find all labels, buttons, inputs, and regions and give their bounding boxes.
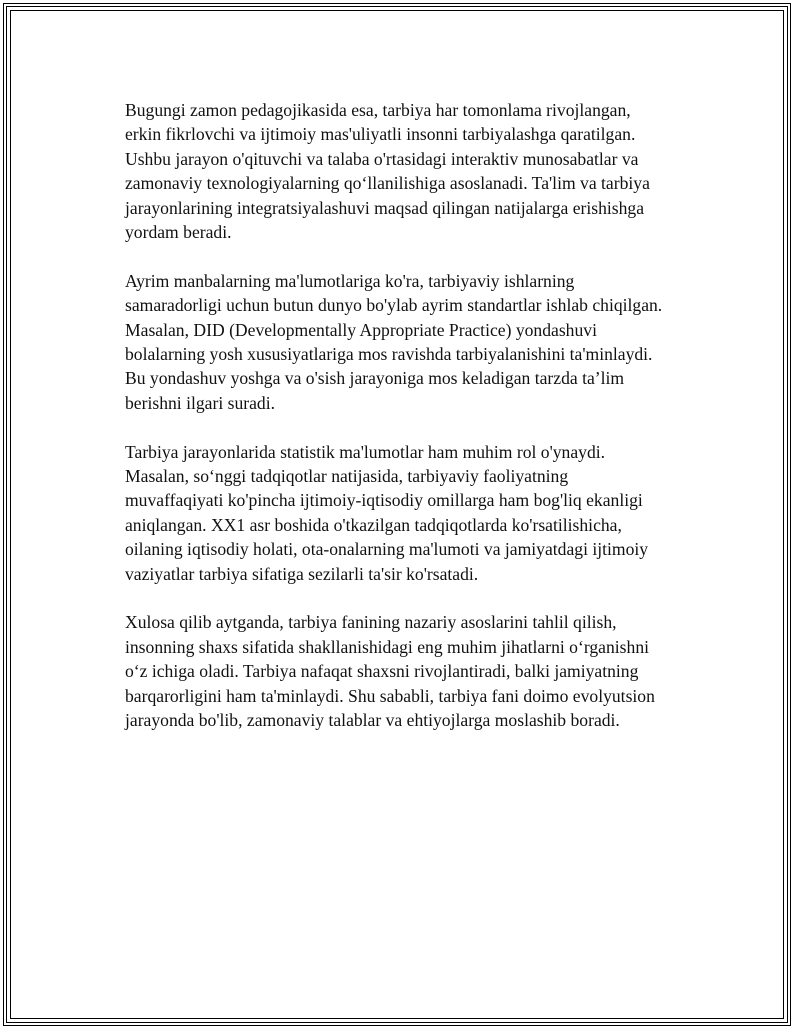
document-body: [125, 98, 705, 757]
page-frame: [3, 3, 791, 1026]
paragraph-3: Tarbiya jarayonlarida statistik ma'lumotlar ham muhim rol o'ynaydi. Masalan, so‘nggi tadqiqotlar natijasida, tarbiyaviy faoliyatning muvaffaqiyati ko'pincha ijtimoiy-iqtisodiy omillarga ham bog'liq ekanligi aniqlangan. XX1 asr boshida o'tkazilgan tadqiqotlarda ko'rsatilishicha, oilaning iqtisodiy holati, ota-onalarning ma'lumoti va jamiyatdagi ijtimoiy vaziyatlar tarbiya sifatiga sezilarli ta'sir ko'rsatadi.: [125, 441, 649, 584]
paragraph-1: Bugungi zamon pedagojikasida esa, tarbiya har tomonlama rivojlangan, erkin fikrlovchi va ijtimoiy mas'uliyatli insonni tarbiyalashga qaratilgan. Ushbu jarayon o'qituvchi va talaba o'rtasidagi interaktiv munosabatlar va zamonaviy texnologiyalarning qo‘llanilishiga asoslanadi. Ta'lim va tarbiya jarayonlarining integratsiyalashuvi maqsad qilingan natijalarga erishishga yordam beradi.: [125, 100, 650, 243]
paragraph-2: Ayrim manbalarning ma'lumotlariga ko'ra, tarbiyaviy ishlarning samaradorligi uchun butun dunyo bo'ylab ayrim standartlar ishlab chiqilgan. Masalan, DID (Developmentally Appropriate Practice) yondashuvi bolalarning yosh xususiyatlariga mos ravishda tarbiyalanishini ta'minlaydi. Bu yondashuv yoshga va o'sish jarayoniga mos keladigan tarzda ta’lim berishni ilgari suradi.: [125, 270, 663, 413]
paragraph-4: Xulosa qilib aytganda, tarbiya fanining nazariy asoslarini tahlil qilish, insonning shaxs sifatida shakllanishidagi eng muhim jihatlarni o‘rganishni o‘z ichiga oladi. Tarbiya nafaqat shaxsni rivojlantiradi, balki jamiyatning barqarorligini ham ta'minlaydi. Shu sababli, tarbiya fani doimo evolyutsion jarayonda bo'lib, zamonaviy talablar va ehtiyojlarga moslashib boradi.: [125, 612, 655, 731]
